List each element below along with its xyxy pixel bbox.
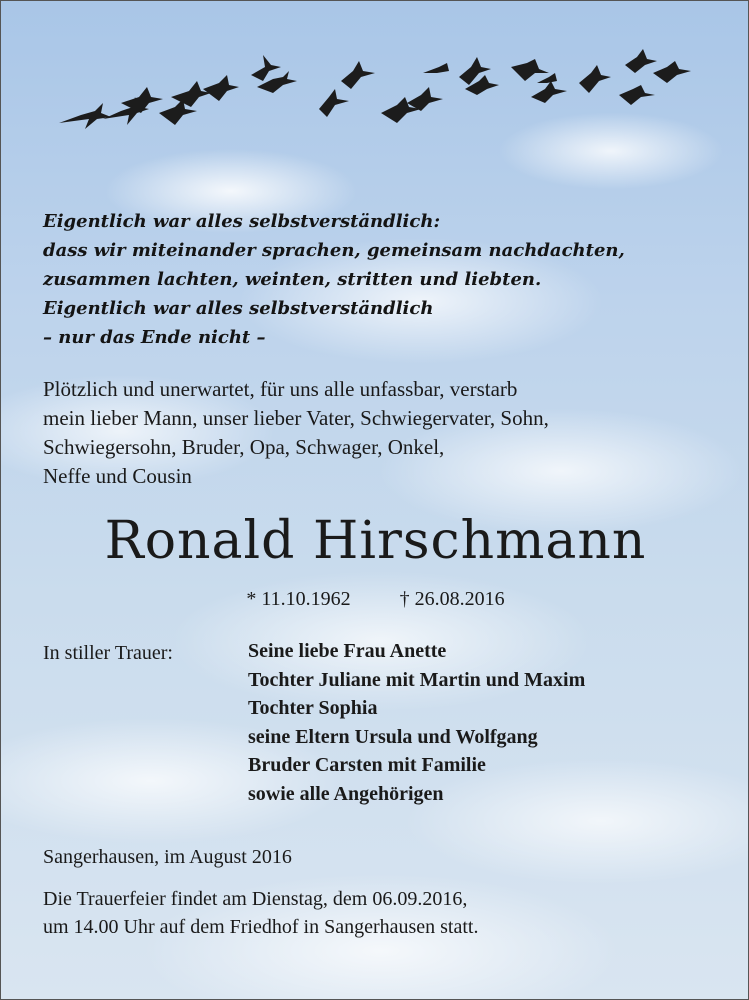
poem xyxy=(43,207,703,352)
mourner: Tochter Sophia xyxy=(248,697,378,719)
announcement-line: Plötzlich und unerwartet, für uns alle unfassbar, verstarb xyxy=(43,377,518,401)
death-date: † 26.08.2016 xyxy=(399,588,505,610)
poem-line: Eigentlich war alles selbstverständlich xyxy=(43,298,434,319)
life-dates xyxy=(1,585,749,613)
poem-line: dass wir miteinander sprachen, gemeinsam nachdachten, xyxy=(43,240,625,261)
deceased-name: Ronald Hirschmann xyxy=(104,511,647,571)
funeral-line: um 14.00 Uhr auf dem Friedhof in Sangerhausen statt. xyxy=(43,916,479,938)
birth-date: * 11.10.1962 xyxy=(246,588,351,610)
mourners-list xyxy=(248,637,728,808)
poem-line: zusammen lachten, weinten, stritten und liebten. xyxy=(43,269,542,290)
announcement-text xyxy=(43,375,723,491)
mourner: Seine liebe Frau Anette xyxy=(248,640,447,662)
announcement-line: Neffe und Cousin xyxy=(43,464,192,488)
poem-line: Eigentlich war alles selbstverständlich: xyxy=(43,211,441,232)
announcement-line: mein lieber Mann, unser lieber Vater, Schwiegervater, Sohn, xyxy=(43,406,549,430)
poem-line: – nur das Ende nicht – xyxy=(43,327,266,348)
place-and-date: Sangerhausen, im August 2016 xyxy=(43,846,292,868)
mourner: seine Eltern Ursula und Wolfgang xyxy=(248,725,538,748)
funeral-info xyxy=(43,885,723,941)
mourner: Tochter Juliane mit Martin und Maxim xyxy=(248,668,586,691)
mourner: sowie alle Angehörigen xyxy=(248,782,444,805)
announcement-line: Schwiegersohn, Bruder, Opa, Schwager, Onkel, xyxy=(43,435,445,459)
funeral-line: Die Trauerfeier findet am Dienstag, dem 06.09.2016, xyxy=(43,888,468,910)
mourning-label: In stiller Trauer: xyxy=(43,642,173,664)
flock-of-birds-icon xyxy=(51,41,711,151)
mourner: Bruder Carsten mit Familie xyxy=(248,754,486,776)
